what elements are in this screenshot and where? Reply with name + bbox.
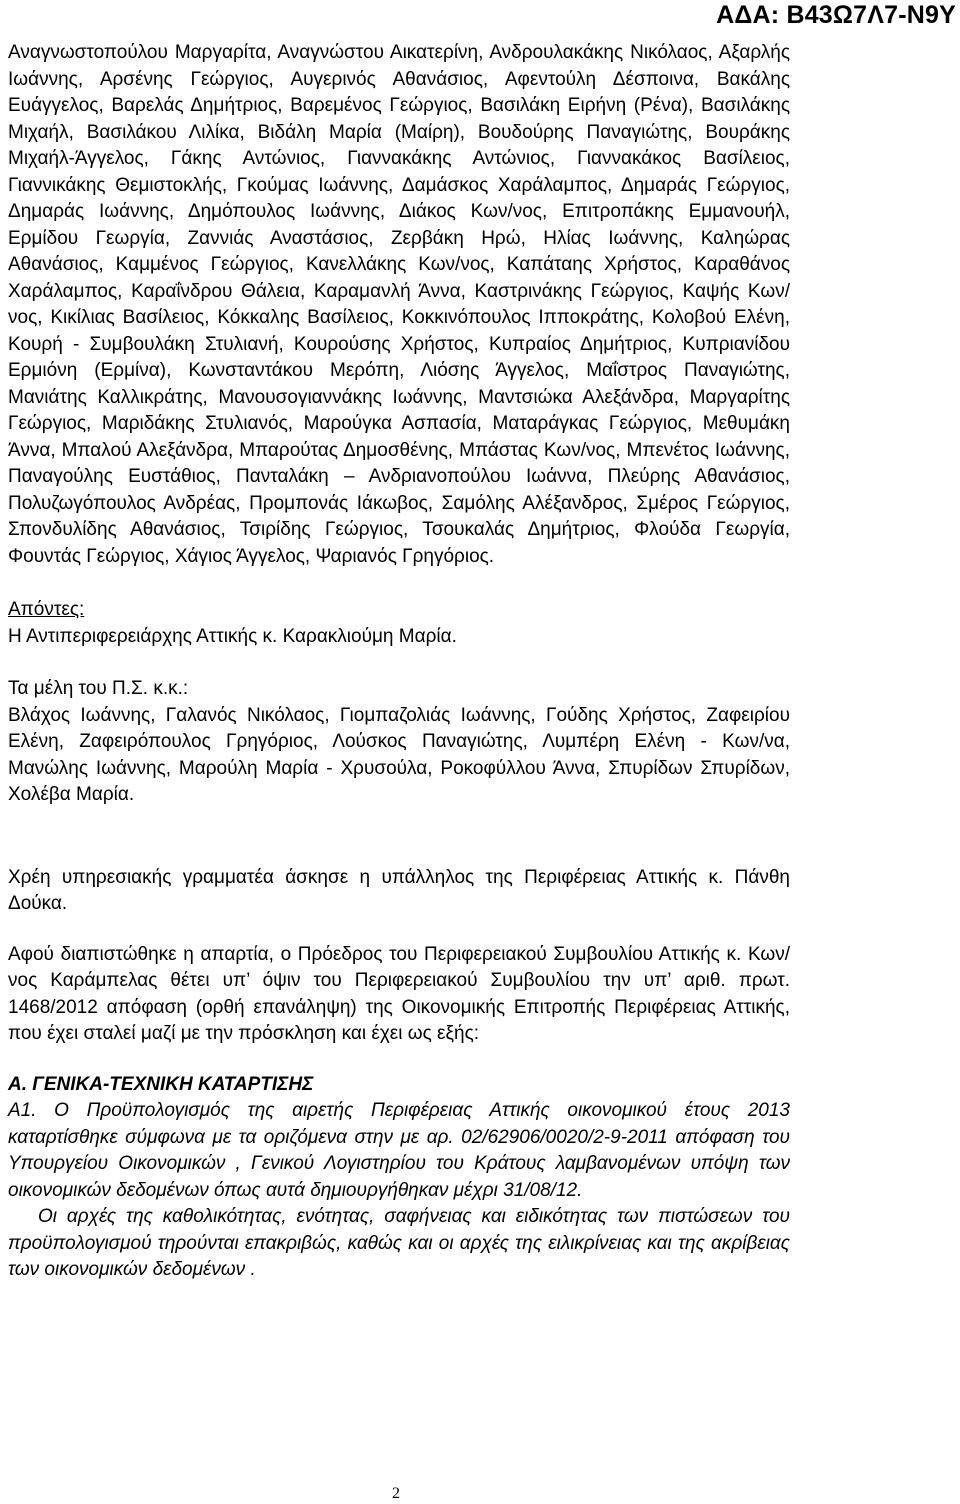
principles-paragraph: Οι αρχές της καθολικότητας, ενότητας, σαφήνειας και ειδικότητας των πιστώσεων του προϋπολογισμού τηρούνται επακριβώς, καθώς και οι αρχές της ειλικρίνειας και της ακρίβειας των οικονομικών δεδομένων .	[8, 1206, 790, 1280]
a1-paragraph: Α1. Ο Προϋπολογισμός της αιρετής Περιφέρειας Αττικής οικονομικού έτους 2013 καταρτίσθηκε σύμφωνα με τα οριζόμενα στην με αρ. 02/62906/0020/2-9-2011 απόφαση του Υπουργείου Οικονομικών , Γενικού Λογιστηρίου του Κράτους λαμβανομένων υπόψη των οικονομικών δεδομένων όπως αυτά δημιουργήθηκαν μέχρι 31/08/12.	[8, 1100, 790, 1201]
members-label: Τα μέλη του Π.Σ. κ.κ.:	[8, 678, 189, 699]
page-number: 2	[392, 1485, 400, 1502]
quorum-text: Αφού διαπιστώθηκε η απαρτία, ο Πρόεδρος του Περιφερειακού Συμβουλίου Αττικής κ. Κων/νος Καράμπελας θέτει υπ’ όψιν του Περιφερειακού Συμβουλίου την υπ’ αριθ. πρωτ. 1468/2012 απόφαση (ορθή επανάληψη) της Οικονομικής Επιτροπής Περιφέρειας Αττικής, που έχει σταλεί μαζί με την πρόσκληση και έχει ως εξής:	[8, 943, 790, 1044]
absent-text: Η Αντιπεριφερειάρχης Αττικής κ. Καρακλιούμη Μαρία.	[8, 625, 457, 647]
attendees-paragraph: Αναγνωστοπούλου Μαργαρίτα, Αναγνώστου Αικατερίνη, Ανδρουλακάκης Νικόλαος, Αξαρλής Ιωάννης, Αρσένης Γεώργιος, Αυγερινός Αθανάσιος, Αφεντούλη Δέσποινα, Βακάλης Ευάγγελος, Βαρελάς Δημήτριος, Βαρεμένος Γεώργιος, Βασιλάκη Ειρήνη (Ρένα), Βασιλάκης Μιχαήλ, Βασιλάκου Λιλίκα, Βιδάλη Μαρία (Μαίρη), Βουδούρης Παναγιώτης, Βουράκης Μιχαήλ-Άγγελος, Γάκης Αντώνιος, Γιαννακάκης Αντώνιος, Γιαννακάκος Βασίλειος, Γιαννικάκης Θεμιστοκλής, Γκούμας Ιωάννης, Δαμάσκος Χαράλαμπος, Δημαράς Γεώργιος, Δημαράς Ιωάννης, Δημόπουλος Ιωάννης, Διάκος Κων/νος, Επιτροπάκης Εμμανουήλ, Ερμίδου Γεωργία, Ζαννιάς Αναστάσιος, Ζερβάκη Ηρώ, Ηλίας Ιωάννης, Καληώρας Αθανάσιος, Καμμένος Γεώργιος, Κανελλάκης Κων/νος, Καπάταης Χρήστος, Καραθάνος Χαράλαμπος, Καραΐνδρου Θάλεια, Καραμανλή Άννα, Καστρινάκης Γεώργιος, Καψής Κων/νος, Κικίλιας Βασίλειος, Κόκκαλης Βασίλειος, Κοκκινόπουλος Ιπποκράτης, Κολοβού Ελένη, Κουρή - Συμβουλάκη Στυλιανή, Κουρούσης Χρήστος, Κυπραίος Δημήτριος, Κυπριανίδου Ερμιόνη (Ερμίνα), Κωνσταντάκου Μερόπη, Λιόσης Άγγελος, Μαΐστρος Παναγιώτης, Μανιάτης Καλλικράτης, Μανουσογιαννάκης Ιωάννης, Μαντσιώκα Αλεξάνδρα, Μαργαρίτης Γεώργιος, Μαριδάκης Στυλιανός, Μαρούγκα Ασπασία, Ματαράγκας Γεώργιος, Μεθυμάκη Άννα, Μπαλού Αλεξάνδρα, Μπαρούτας Δημοσθένης, Μπάστας Κων/νος, Μπενέτος Ιωάννης, Παναγούλης Ευστάθιος, Πανταλάκη – Ανδριανοπούλου Ιωάννα, Πλεύρης Αθανάσιος, Πολυζωγόπουλος Ανδρέας, Προμπονάς Ιάκωβος, Σαμόλης Αλέξανδρος, Σμέρος Γεώργιος, Σπονδυλίδης Αθανάσιος, Τσιρίδης Γεώργιος, Τσουκαλάς Δημήτριος, Φλούδα Γεωργία, Φουντάς Γεώργιος, Χάγιος Άγγελος, Ψαριανός Γρηγόριος.	[8, 42, 790, 567]
document-body	[8, 40, 790, 1284]
secretary-text: Χρέη υπηρεσιακής γραμματέα άσκησε η υπάλληλος της Περιφέρειας Αττικής κ. Πάνθη Δούκα.	[8, 866, 790, 914]
section-heading: Α. ΓΕΝΙΚΑ-ΤΕΧΝΙΚΗ ΚΑΤΑΡΤΙΣΗΣ	[8, 1073, 314, 1095]
absent-label: Απόντες:	[8, 599, 85, 620]
ada-code: ΑΔΑ: Β43Ω7Λ7-Ν9Υ	[716, 1, 956, 29]
members-text: Βλάχος Ιωάννης, Γαλανός Νικόλαος, Γιομπαζολιάς Ιωάννης, Γούδης Χρήστος, Ζαφειρίου Ελένη, Ζαφειρόπουλος Γρηγόριος, Λούσκος Παναγιώτης, Λυμπέρη Ελένη - Κων/να, Μανώλης Ιωάννης, Μαρούλη Μαρία - Χρυσούλα, Ροκοφύλλου Άννα, Σπυρίδων Σπυρίδων, Χολέβα Μαρία.	[8, 704, 790, 805]
